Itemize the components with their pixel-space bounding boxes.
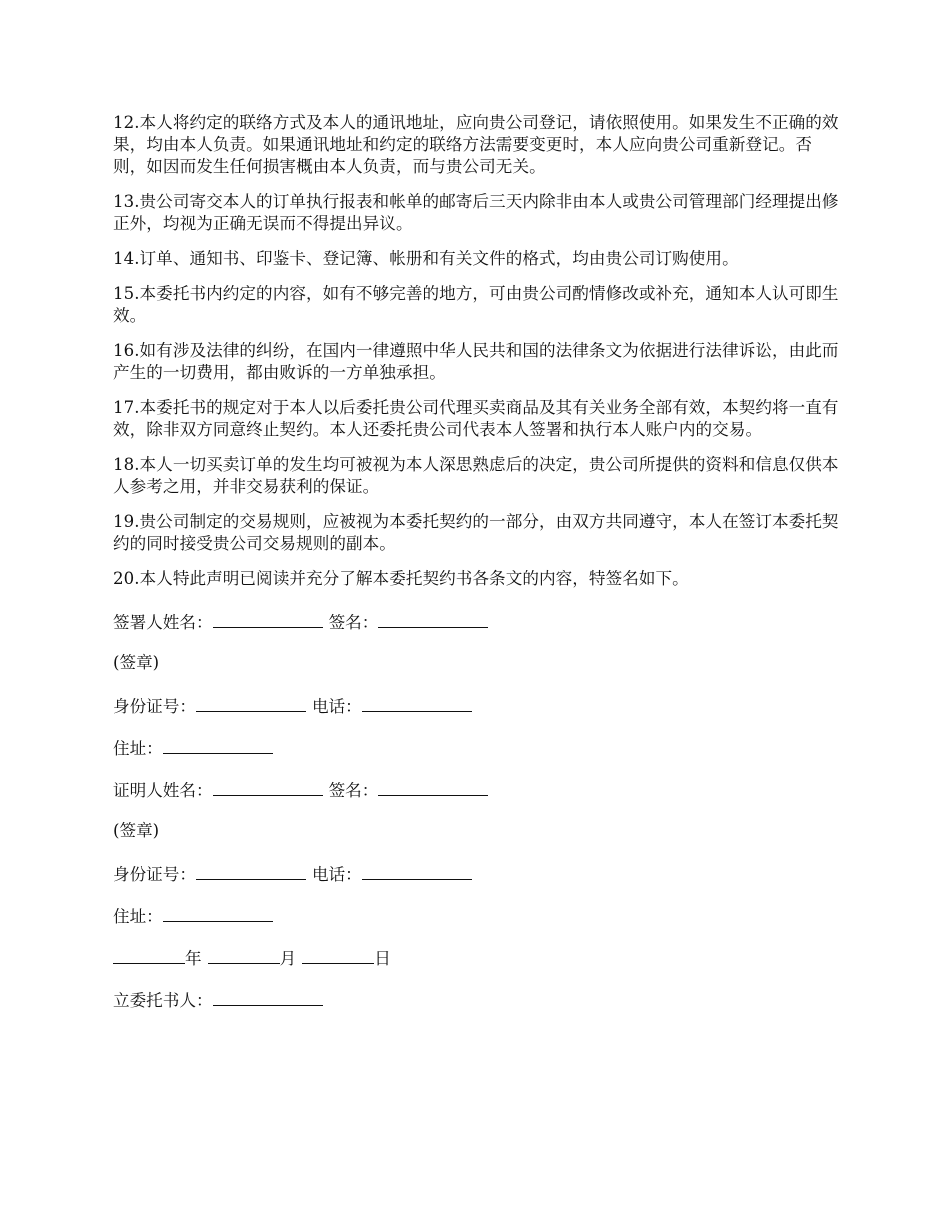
witness-phone-label: 电话： — [311, 865, 362, 884]
witness-address-row — [113, 904, 843, 926]
principal-row — [113, 988, 843, 1010]
clause-15: 15.本委托书内约定的内容，如有不够完善的地方，可由贵公司酌情修改或补充，通知本人认可即生效。 — [113, 284, 839, 325]
clause-16: 16.如有涉及法律的纠纷，在国内一律遵照中华人民共和国的法律条文为依据进行法律诉讼，由此而产生的一切费用，都由败诉的一方单独承担。 — [113, 341, 839, 382]
day-blank[interactable] — [302, 946, 374, 964]
witness-sign-blank[interactable] — [378, 778, 488, 796]
witness-seal: (签章) — [113, 821, 160, 840]
principal-label: 立委托书人： — [113, 991, 213, 1010]
clause-17: 17.本委托书的规定对于本人以后委托贵公司代理买卖商品及其有关业务全部有效，本契约将一直有效，除非双方同意终止契约。本人还委托贵公司代表本人签署和执行本人账户内的交易。 — [113, 398, 839, 439]
witness-sign-label: 签名： — [328, 781, 379, 800]
witness-id-label: 身份证号： — [113, 865, 196, 884]
clause-14: 14.订单、通知书、印鉴卡、登记簿、帐册和有关文件的格式，均由贵公司订购使用。 — [113, 249, 739, 268]
signer-id-blank[interactable] — [196, 694, 306, 712]
witness-phone-blank[interactable] — [362, 862, 472, 880]
witness-name-label: 证明人姓名： — [113, 781, 213, 800]
clause-20: 20.本人特此声明已阅读并充分了解本委托契约书各条文的内容，特签名如下。 — [113, 569, 689, 588]
witness-address-blank[interactable] — [163, 904, 273, 922]
signer-name-label: 签署人姓名： — [113, 613, 213, 632]
day-label: 日 — [374, 949, 391, 968]
year-blank[interactable] — [113, 946, 185, 964]
month-blank[interactable] — [208, 946, 280, 964]
signer-name-row — [113, 610, 843, 632]
date-row — [113, 946, 843, 968]
clause-13: 13.贵公司寄交本人的订单执行报表和帐单的邮寄后三天内除非由本人或贵公司管理部门经理提出修正外，均视为正确无误而不得提出异议。 — [113, 192, 839, 233]
witness-id-row — [113, 862, 843, 884]
signer-address-label: 住址： — [113, 739, 163, 758]
witness-address-label: 住址： — [113, 907, 163, 926]
clause-12: 12.本人将约定的联络方式及本人的通讯地址，应向贵公司登记，请依照使用。如果发生不正确的效果，均由本人负责。如果通讯地址和约定的联络方法需要变更时，本人应向贵公司重新登记。否则，如因而发生任何损害概由本人负责，而与贵公司无关。 — [113, 113, 839, 176]
signer-phone-blank[interactable] — [362, 694, 472, 712]
principal-blank[interactable] — [213, 988, 323, 1006]
signer-id-label: 身份证号： — [113, 697, 196, 716]
month-label: 月 — [279, 949, 297, 968]
witness-name-blank[interactable] — [213, 778, 323, 796]
witness-name-row — [113, 778, 843, 800]
witness-id-blank[interactable] — [196, 862, 306, 880]
signer-address-row — [113, 736, 843, 758]
signer-phone-label: 电话： — [311, 697, 362, 716]
signer-seal: (签章) — [113, 653, 160, 672]
signer-sign-label: 签名： — [328, 613, 379, 632]
signer-id-row — [113, 694, 843, 716]
signer-name-blank[interactable] — [213, 610, 323, 628]
signer-address-blank[interactable] — [163, 736, 273, 754]
year-label: 年 — [185, 949, 202, 968]
clause-19: 19.贵公司制定的交易规则，应被视为本委托契约的一部分，由双方共同遵守，本人在签订本委托契约的同时接受贵公司交易规则的副本。 — [113, 512, 839, 553]
document-page — [113, 112, 843, 1010]
clause-18: 18.本人一切买卖订单的发生均可被视为本人深思熟虑后的决定，贵公司所提供的资料和信息仅供本人参考之用，并非交易获利的保证。 — [113, 455, 839, 496]
signer-sign-blank[interactable] — [378, 610, 488, 628]
